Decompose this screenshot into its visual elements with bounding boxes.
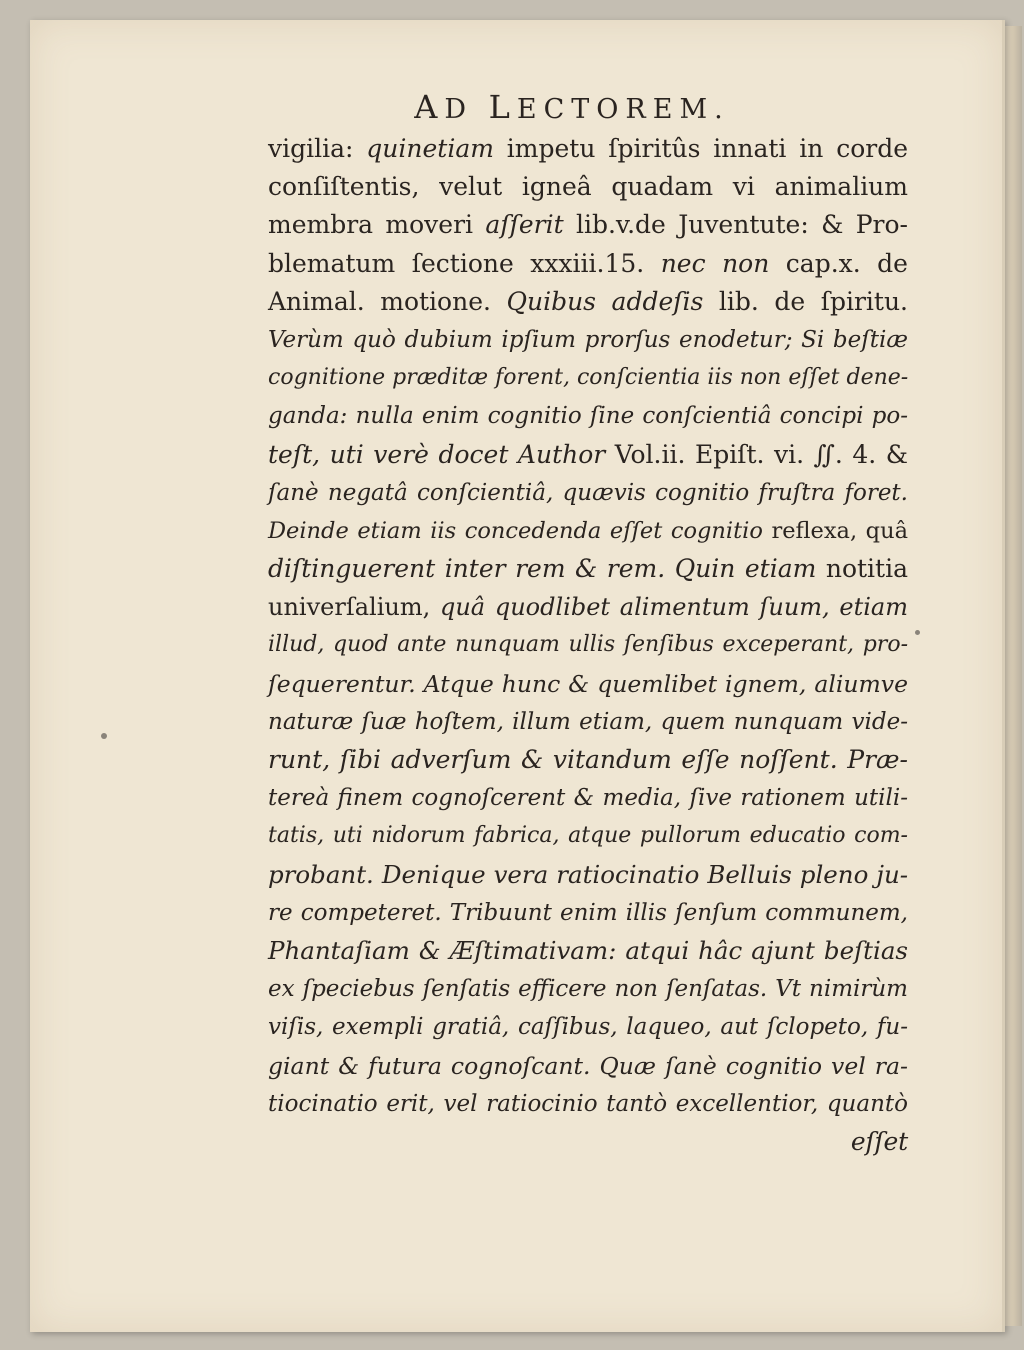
italic-run: tereà finem cognoſcerent & media, ſive rationem utili- (268, 785, 908, 812)
italic-run: ganda: nulla enim cognitio ſine conſcientiâ concipi po- (268, 403, 908, 430)
italic-run: diſtinguerent inter rem & rem. Quin etiam (268, 554, 817, 584)
italic-run: tatis, uti nidorum fabrica, atque pullorum educatio com- (268, 823, 908, 849)
running-header (0, 88, 1024, 126)
italic-run: ſanè negatâ conſcientiâ, quævis cognitio fruſtra foret. (268, 479, 908, 506)
text-line (268, 436, 908, 474)
italic-run: Deinde etiam iis concedenda eſſet cognitio (268, 517, 763, 544)
italic-run: viſis, exempli gratiâ, caſſibus, laqueo, aut ſclopeto, fu- (268, 1014, 908, 1041)
italic-run: illud, quod ante nunquam ullis ſenſibus exceperant, pro- (268, 632, 908, 658)
italic-run: nec non (660, 248, 770, 278)
text-line (268, 130, 908, 168)
text-line (268, 1008, 908, 1046)
header-cap-a: A (414, 88, 445, 126)
text-line (268, 817, 908, 855)
italic-run: teſt, uti verè docet Author (268, 439, 606, 469)
italic-run: ex ſpeciebus ſenſatis efficere non ſenſatas. Vt nimirùm (268, 976, 908, 1003)
italic-run: runt, ſibi adverſum & vitandum eſſe noſſent. Præ- (268, 745, 908, 774)
italic-run: tiocinatio erit, vel ratiocinio tantò excellentior, quantò (268, 1090, 908, 1117)
roman-run: lib. de ſpiritu. (703, 286, 908, 316)
italic-run: Verùm quò dubium ipſium prorſus enodetur; Si beſtiæ (268, 326, 908, 353)
roman-run: conſiſtentis, velut igneâ quadam vi animalium (268, 172, 908, 202)
text-line (268, 665, 908, 703)
italic-run: Quibus addeſis (506, 286, 704, 316)
text-line (268, 283, 908, 321)
roman-run: membra moveri (268, 210, 486, 240)
text-line (268, 894, 908, 932)
roman-run: vigilia: (268, 134, 367, 163)
text-line (268, 206, 908, 244)
roman-run: lib.v.de Juventute: & Pro- (563, 210, 908, 240)
header-word-l: ECTOREM. (516, 94, 730, 125)
italic-run: cognitione præditæ forent, conſcientia iis non eſſet dene- (268, 365, 909, 391)
text-line (268, 779, 908, 817)
italic-run: ſequerentur. Atque hunc & quemlibet ignem, aliumve (268, 669, 908, 698)
text-line (268, 741, 908, 779)
roman-run: notitia (816, 554, 908, 584)
paper-speck (101, 733, 107, 739)
italic-run: quinetiam (366, 134, 494, 163)
text-line (268, 626, 908, 664)
roman-run: reflexa, quâ (762, 517, 908, 544)
roman-run: Animal. motione. (268, 286, 507, 316)
catchword: eſſet (850, 1126, 908, 1156)
header-word-a: D (444, 94, 474, 125)
italic-run: giant & futura cognoſcant. Quæ ſanè cognitio vel ra- (268, 1051, 908, 1080)
text-line (268, 588, 908, 626)
italic-run: aſſerit (485, 210, 564, 240)
roman-run: Vol.ii. Epiſt. vi. ∬. 4. & (605, 439, 908, 469)
body-text (268, 130, 908, 1161)
text-line (268, 703, 908, 741)
text-line (268, 321, 908, 359)
paper-speck (915, 630, 920, 635)
text-line (268, 474, 908, 512)
roman-run: univerſalium, (268, 593, 440, 622)
text-line (268, 550, 908, 588)
text-line (268, 1047, 908, 1085)
text-line (268, 856, 908, 894)
roman-run: impetu ſpiritûs innati in corde (493, 134, 908, 163)
text-line (268, 168, 908, 206)
italic-run: re competeret. Tribuunt enim illis ſenſum communem, (268, 899, 908, 926)
italic-run: Phantaſiam & Æſtimativam: atqui hâc ajunt beſtias (268, 935, 908, 965)
text-line (268, 512, 908, 550)
roman-run: blematum ſectione xxxiii.15. (268, 248, 661, 278)
italic-run: probant. Denique vera ratiocinatio Belluis pleno ju- (268, 859, 908, 889)
text-line (268, 932, 908, 970)
text-line (268, 359, 908, 397)
text-line (268, 1085, 908, 1123)
italic-run: naturæ ſuæ hoſtem, illum etiam, quem nunquam vide- (268, 708, 908, 735)
header-cap-l: L (488, 88, 517, 126)
text-line (268, 245, 908, 283)
text-line (268, 970, 908, 1008)
roman-run: cap.x. de (769, 248, 908, 278)
italic-run: quâ quodlibet alimentum ſuum, etiam (439, 593, 908, 622)
text-line (268, 397, 908, 435)
